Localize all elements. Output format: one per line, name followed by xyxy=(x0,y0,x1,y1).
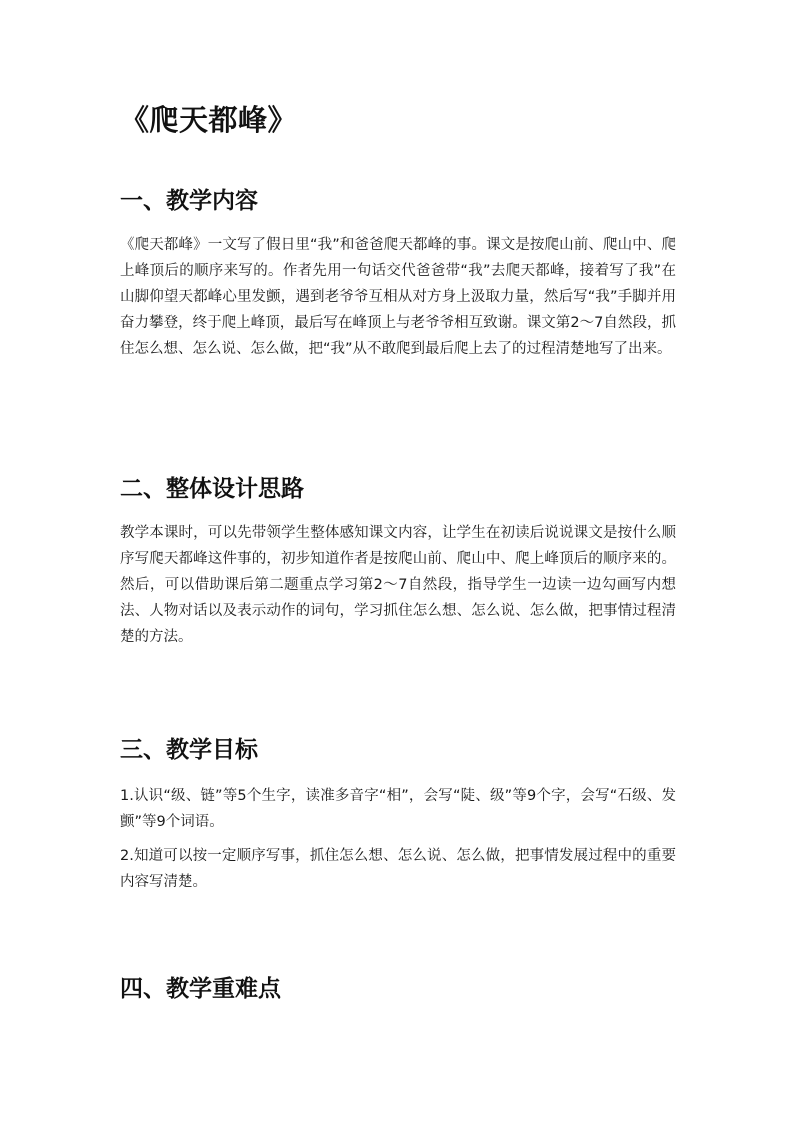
document-title: 《爬天都峰》 xyxy=(120,103,298,137)
section-paragraph: 《爬天都峰》一文写了假日里“我”和爸爸爬天都峰的事。课文是按爬山前、爬山中、爬上峰顶后的顺序来写的。作者先用一句话交代爸爸带“我”去爬天都峰，接着写了我”在山脚仰望天都峰心里发颤，遇到老爷爷互相从对方身上汲取力量，然后写“我”手脚并用奋力攀登，终于爬上峰顶，最后写在峰顶上与老爷爷相互致谢。课文第2～7自然段，抓住怎么想、怎么说、怎么做，把“我”从不敢爬到最后爬上去了的过程清楚地写了出来。 xyxy=(120,237,676,357)
section-heading-key-difficulties: 四、教学重难点 xyxy=(120,976,281,1002)
section-heading-teaching-goals: 三、教学目标 xyxy=(120,737,258,763)
section-paragraph: 教学本课时，可以先带领学生整体感知课文内容，让学生在初读后说说课文是按什么顺序写爬天都峰这件事的，初步知道作者是按爬山前、爬山中、爬上峰顶后的顺序来的。然后，可以借助课后第二题重点学习第2～7自然段，指导学生一边读一边勾画写内想法、人物对话以及表示动作的词句，学习抓住怎么想、怎么说、怎么做，把事情过程清楚的方法。 xyxy=(120,525,676,645)
section-heading-teaching-content: 一、教学内容 xyxy=(120,188,258,214)
section-heading-design-approach: 二、整体设计思路 xyxy=(120,476,304,502)
goal-item: 2.知道可以按一定顺序写事，抓住怎么想、怎么说、怎么做，把事情发展过程中的重要内容写清楚。 xyxy=(120,848,676,890)
goal-item: 1.认识“级、链”等5个生字，读准多音字“相”，会写“陡、级”等9个字，会写“石级、发颤”等9个词语。 xyxy=(120,788,676,830)
